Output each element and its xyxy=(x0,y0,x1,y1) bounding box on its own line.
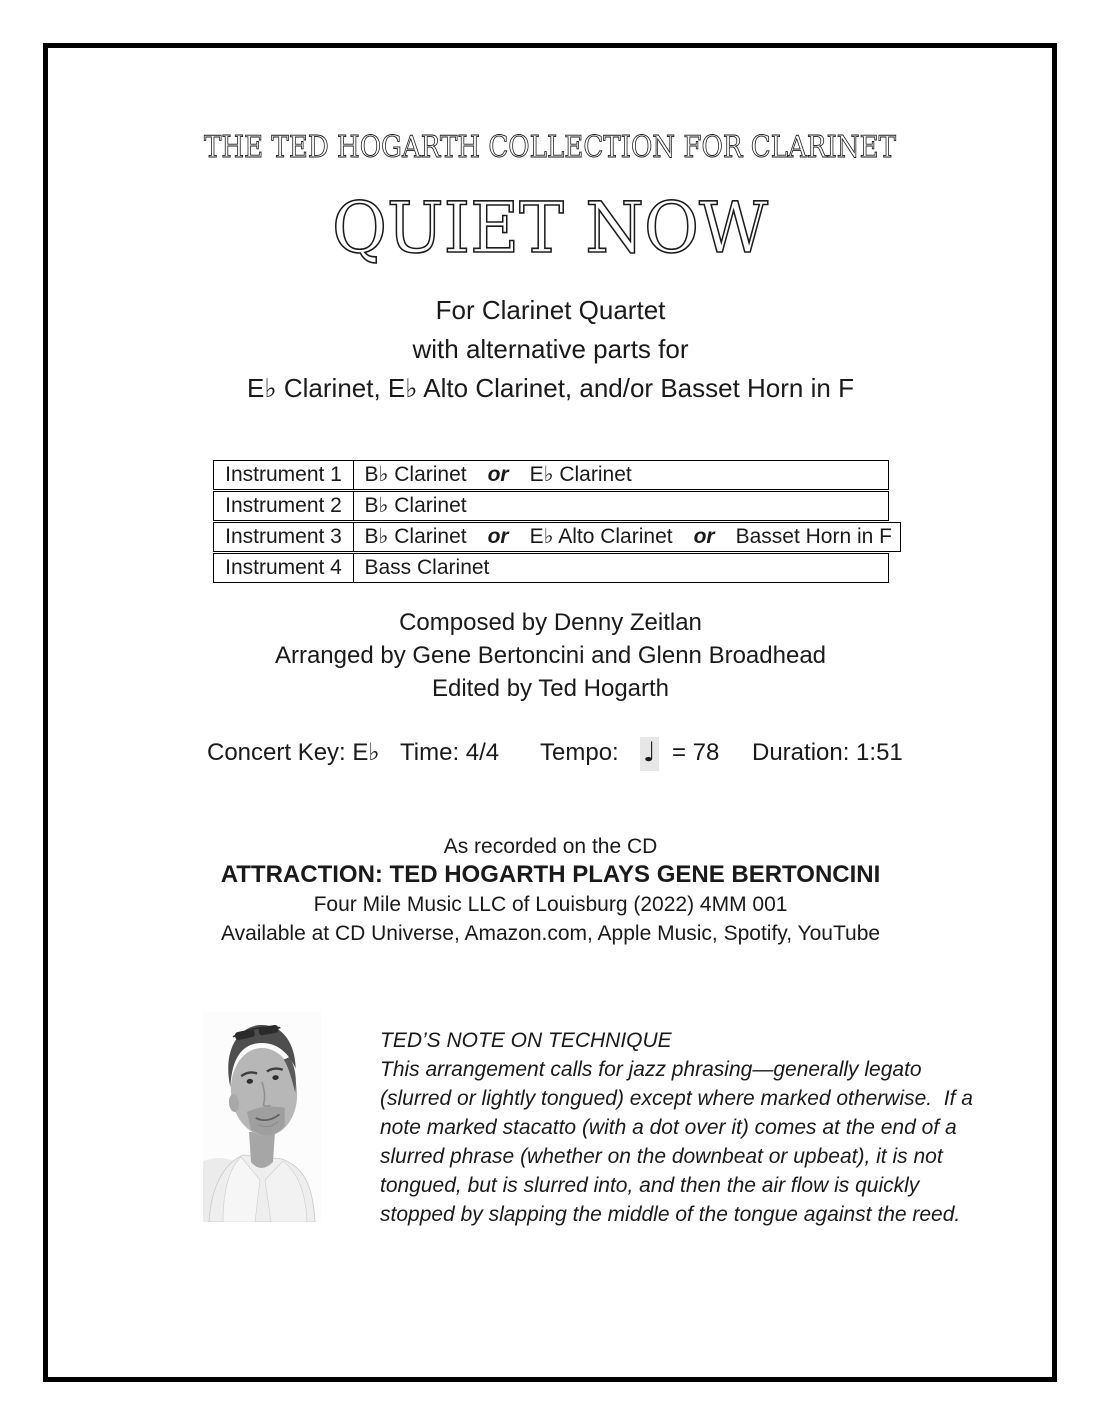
or-separator: or xyxy=(693,525,715,548)
subtitle-line: For Clarinet Quartet xyxy=(435,295,666,325)
performance-info xyxy=(0,737,1101,779)
collection-title-text: THE TED HOGARTH COLLECTION FOR CLARINET xyxy=(204,130,896,165)
credit-line-editor: Edited by Ted Hogarth xyxy=(431,675,670,702)
ted-hogarth-portrait xyxy=(203,1012,321,1222)
quarter-note-icon: ♩ xyxy=(640,737,659,771)
instrument-parts xyxy=(353,491,890,521)
instrument-part: Bass Clarinet xyxy=(364,556,490,579)
tempo-value: = 78 xyxy=(672,739,720,766)
instrument-label: Instrument 3 xyxy=(213,522,354,552)
instrument-label: Instrument 4 xyxy=(213,553,354,583)
instrument-part: Basset Horn in F xyxy=(735,525,892,548)
instrument-part: E♭ Alto Clarinet xyxy=(529,525,673,548)
technique-note-body: This arrangement calls for jazz phrasing—generally legato (slurred or lightly tongued) except where marked otherwise. If a note marked stacatto (with a dot over it) comes at the end of a slurred phrase (whether on the downbeat or upbeat), it is not tongued, but is slurred into, and then the air flow is quickly stopped by slapping the middle of the tongue against the reed. xyxy=(380,1058,979,1226)
subtitle-line: with alternative parts for xyxy=(412,334,689,364)
recording-intro: As recorded on the CD xyxy=(443,835,658,858)
recording-block xyxy=(0,834,1101,948)
instrument-part: E♭ Clarinet xyxy=(529,463,632,486)
table-row xyxy=(213,491,889,521)
duration: Duration: 1:51 xyxy=(752,739,903,766)
collection-title xyxy=(170,118,930,168)
tempo-label: Tempo: xyxy=(540,739,619,766)
instrument-table xyxy=(213,460,892,584)
album-title: ATTRACTION: TED HOGARTH PLAYS GENE BERTONCINI xyxy=(220,861,881,888)
page-title-text: QUIET NOW xyxy=(332,187,769,269)
instrument-label: Instrument 1 xyxy=(213,460,354,490)
instrument-part: B♭ Clarinet xyxy=(364,525,467,548)
instrument-parts xyxy=(353,553,890,583)
concert-key: Concert Key: E♭ xyxy=(207,739,380,766)
instrument-parts xyxy=(353,460,890,490)
credit-line-composer: Composed by Denny Zeitlan xyxy=(399,609,702,636)
neck xyxy=(249,1132,275,1168)
technique-note-heading: TED’S NOTE ON TECHNIQUE xyxy=(380,1029,672,1052)
credits-block xyxy=(0,606,1101,705)
availability-info: Available at CD Universe, Amazon.com, Apple Music, Spotify, YouTube xyxy=(220,922,881,945)
table-row xyxy=(213,522,892,552)
or-separator: or xyxy=(487,463,509,486)
table-row xyxy=(213,553,889,583)
record-label-info: Four Mile Music LLC of Louisburg (2022) 4MM 001 xyxy=(313,893,788,916)
subtitle-line: E♭ Clarinet, E♭ Alto Clarinet, and/or Basset Horn in F xyxy=(247,373,854,403)
or-separator: or xyxy=(487,525,509,548)
time-signature: Time: 4/4 xyxy=(400,739,500,766)
technique-note xyxy=(380,1026,994,1229)
page-title xyxy=(280,180,820,275)
instrument-part: B♭ Clarinet xyxy=(364,494,467,517)
subtitle-block xyxy=(0,291,1101,408)
instrument-part: B♭ Clarinet xyxy=(364,463,467,486)
table-row xyxy=(213,460,889,490)
instrument-label: Instrument 2 xyxy=(213,491,354,521)
credit-line-arranger: Arranged by Gene Bertoncini and Glenn Broadhead xyxy=(274,642,827,669)
instrument-parts xyxy=(353,522,902,552)
